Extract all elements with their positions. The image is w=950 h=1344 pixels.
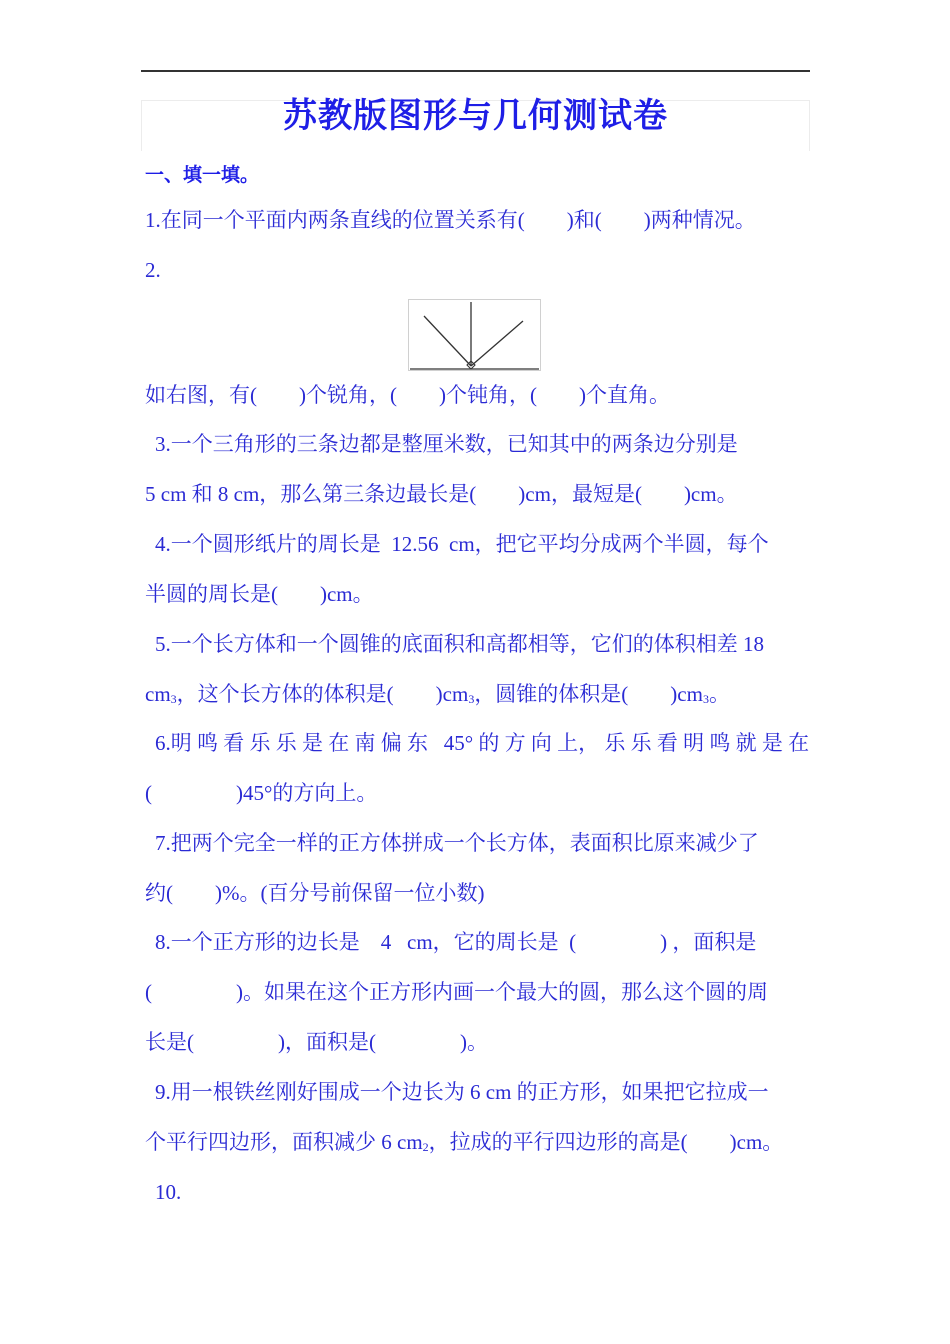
question-8-line-2: ( )。如果在这个正方形内画一个最大的圆，那么这个圆的周 (145, 980, 768, 1004)
unit-text: cm (145, 682, 171, 706)
text-part: ，拉成的平行四边形的高是( )cm。 (428, 1130, 784, 1154)
superscript: 2 (422, 1140, 429, 1154)
question-8-line-3: 长是( )，面积是( )。 (145, 1030, 488, 1054)
question-8-line-1: 8.一个正方形的边长是 4 cm，它的周长是 ( ) ，面积是 (155, 930, 757, 954)
blank-text: ，这个长方体的体积是( )cm (176, 682, 469, 706)
figure-frame (409, 300, 541, 371)
superscript: 3 (468, 692, 475, 706)
question-4-line-2: 半圆的周长是( )cm。 (145, 582, 374, 606)
question-6-line-1: 6.明 鸣 看 乐 乐 是 在 南 偏 东 45° 的 方 向 上， 乐 乐 看 明 鸣 就 是 在 (155, 731, 810, 755)
blank-text: ，圆锥的体积是( )cm (474, 682, 703, 706)
superscript: 3 (702, 692, 709, 706)
question-2-number: 2. (145, 258, 161, 282)
question-7-line-2: 约( )%。(百分号前保留一位小数) (145, 881, 485, 905)
question-7-line-1: 7.把两个完全一样的正方体拼成一个长方体，表面积比原来减少了 (155, 831, 759, 855)
question-6-line-2: ( )45°的方向上。 (145, 781, 378, 805)
angle-figure (408, 299, 541, 371)
top-rule (141, 70, 810, 72)
superscript: 3 (170, 692, 177, 706)
question-9-line-2 (145, 1130, 783, 1157)
section-heading: 一、填一填。 (145, 164, 260, 186)
question-5-line-2 (145, 682, 730, 709)
left-ray (424, 316, 471, 366)
page-title: 苏教版图形与几何测试卷 (283, 96, 668, 136)
question-3-line-1: 3.一个三角形的三条边都是整厘米数，已知其中的两条边分别是 (155, 432, 738, 456)
question-10-number: 10. (155, 1180, 182, 1204)
question-9-line-1: 9.用一根铁丝刚好围成一个边长为 6 cm 的正方形，如果把它拉成一 (155, 1080, 769, 1104)
right-ray (471, 321, 523, 366)
question-5-line-1: 5.一个长方体和一个圆锥的底面积和高都相等，它们的体积相差 18 (155, 632, 764, 656)
end-punct: 。 (708, 682, 730, 706)
question-2-text: 如右图，有( )个锐角，( )个钝角，( )个直角。 (145, 383, 670, 407)
text-part: 个平行四边形，面积减少 6 cm (145, 1130, 423, 1154)
question-4-line-1: 4.一个圆形纸片的周长是 12.56 cm，把它平均分成两个半圆，每个 (155, 532, 769, 556)
question-3-line-2: 5 cm 和 8 cm，那么第三条边最长是( )cm，最短是( )cm。 (145, 482, 738, 506)
question-1: 1.在同一个平面内两条直线的位置关系有( )和( )两种情况。 (145, 208, 756, 232)
